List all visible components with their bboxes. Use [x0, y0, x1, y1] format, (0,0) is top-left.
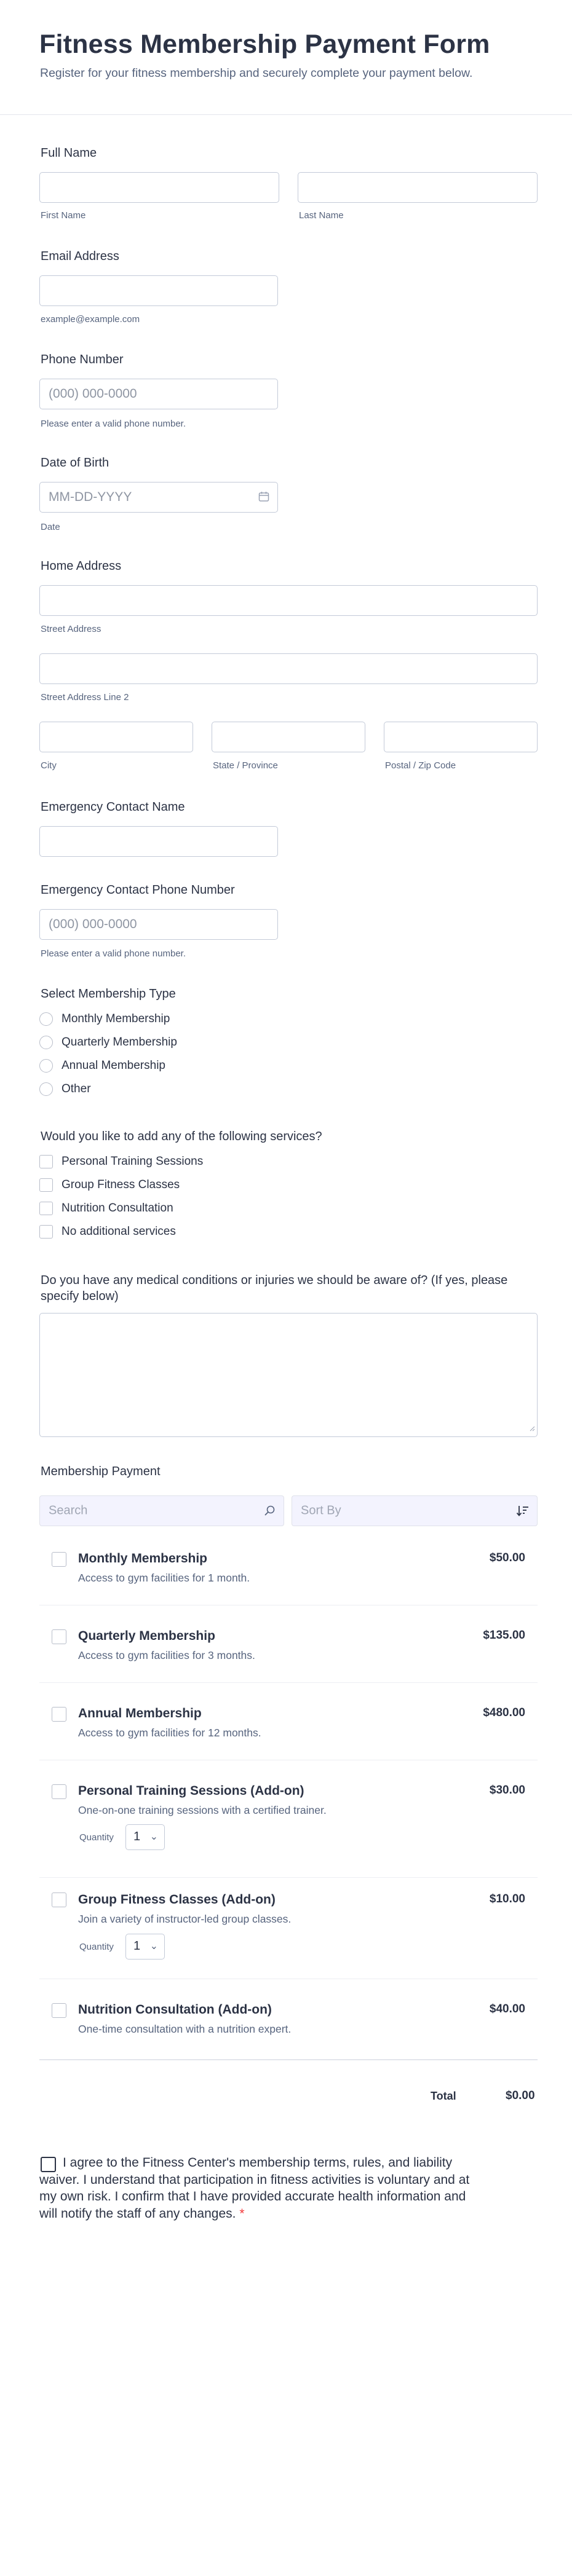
- radio-button[interactable]: [39, 1082, 53, 1096]
- medical-label: Do you have any medical conditions or injuries we should be aware of? (If yes, please specify below): [41, 1274, 508, 1303]
- city-input[interactable]: [39, 722, 193, 752]
- checkbox[interactable]: [39, 1155, 53, 1168]
- product-name: Monthly Membership: [78, 1551, 208, 1566]
- services-label: Would you like to add any of the following services?: [41, 1130, 322, 1143]
- search-placeholder: Search: [49, 1503, 88, 1518]
- membership-type-label: Select Membership Type: [41, 987, 176, 1001]
- checkbox-label: Personal Training Sessions: [62, 1155, 204, 1168]
- product-price: $30.00: [489, 1784, 525, 1797]
- dob-label: Date of Birth: [41, 456, 109, 470]
- product-description: One-on-one training sessions with a certified trainer.: [78, 1804, 327, 1816]
- dob-input[interactable]: [39, 482, 278, 513]
- zip-sublabel: Postal / Zip Code: [385, 760, 456, 771]
- first-name-sublabel: First Name: [41, 210, 86, 221]
- product-name: Quarterly Membership: [78, 1629, 215, 1643]
- quantity-select[interactable]: [125, 1824, 165, 1850]
- total-divider: [39, 2059, 538, 2060]
- product-checkbox[interactable]: [52, 1629, 66, 1644]
- product-item-annual[interactable]: [39, 1692, 538, 1759]
- quantity-label: Quantity: [79, 1942, 114, 1952]
- emergency-phone-input[interactable]: [39, 909, 278, 940]
- emergency-phone-placeholder: (000) 000-0000: [49, 917, 137, 931]
- radio-button[interactable]: [39, 1012, 53, 1026]
- product-item-monthly[interactable]: [39, 1537, 538, 1604]
- radio-label: Quarterly Membership: [62, 1036, 177, 1049]
- city-sublabel: City: [41, 760, 57, 771]
- product-item-nutrition[interactable]: [39, 1988, 538, 2055]
- product-item-group-fitness[interactable]: [39, 1886, 538, 1994]
- product-description: Access to gym facilities for 3 months.: [78, 1649, 255, 1661]
- checkbox-label: No additional services: [62, 1225, 176, 1238]
- radio-label: Annual Membership: [62, 1059, 165, 1072]
- required-mark: *: [239, 2206, 245, 2221]
- product-checkbox[interactable]: [52, 1707, 66, 1722]
- product-checkbox[interactable]: [52, 2003, 66, 2018]
- product-description: Access to gym facilities for 12 months.: [78, 1727, 261, 1739]
- phone-label: Phone Number: [41, 353, 124, 366]
- phone-placeholder: (000) 000-0000: [49, 387, 137, 401]
- search-icon[interactable]: [264, 1505, 276, 1520]
- agreement-text: I agree to the Fitness Center's membership terms, rules, and liability waiver. I understand that participation in fitness activities is voluntary and at my own risk. I confirm that I have provided accurate health information and will notify the staff of any changes.: [39, 2156, 470, 2221]
- product-item-quarterly[interactable]: [39, 1614, 538, 1682]
- product-description: One-time consultation with a nutrition expert.: [78, 2023, 292, 2035]
- street-address-input[interactable]: [39, 585, 538, 616]
- form-title: Fitness Membership Payment Form: [39, 30, 490, 59]
- street-address-2-sublabel: Street Address Line 2: [41, 692, 129, 703]
- phone-input[interactable]: [39, 379, 278, 409]
- first-name-input[interactable]: [39, 172, 279, 203]
- address-label: Home Address: [41, 559, 122, 573]
- product-name: Annual Membership: [78, 1706, 202, 1720]
- checkbox-label: Group Fitness Classes: [62, 1178, 180, 1191]
- quantity-value: 1: [133, 1939, 141, 1953]
- resize-handle-icon[interactable]: [529, 1424, 535, 1435]
- product-price: $40.00: [489, 2003, 525, 2015]
- medical-textarea[interactable]: [39, 1313, 538, 1437]
- product-price: $50.00: [489, 1551, 525, 1564]
- radio-label: Monthly Membership: [62, 1012, 170, 1025]
- product-name: Nutrition Consultation (Add-on): [78, 2003, 272, 2017]
- chevron-down-icon: ⌄: [149, 1832, 158, 1842]
- street-address-sublabel: Street Address: [41, 624, 101, 634]
- product-price: $10.00: [489, 1893, 525, 1905]
- product-checkbox[interactable]: [52, 1552, 66, 1567]
- checkbox-label: Nutrition Consultation: [62, 1202, 173, 1215]
- total-label: Total: [431, 2090, 456, 2102]
- email-input[interactable]: [39, 275, 278, 306]
- agreement-label: [39, 2154, 482, 2222]
- email-sublabel: example@example.com: [41, 314, 140, 325]
- header-divider: [0, 114, 572, 115]
- emergency-phone-label: Emergency Contact Phone Number: [41, 883, 235, 897]
- phone-sublabel: Please enter a valid phone number.: [41, 419, 186, 429]
- product-item-personal-training[interactable]: [39, 1769, 538, 1877]
- checkbox[interactable]: [39, 1202, 53, 1215]
- emergency-name-input[interactable]: [39, 826, 278, 857]
- dob-placeholder: MM-DD-YYYY: [49, 490, 132, 504]
- product-divider: [39, 1877, 538, 1878]
- sort-icon[interactable]: [516, 1504, 530, 1521]
- quantity-label: Quantity: [79, 1832, 114, 1843]
- form-subtitle: Register for your fitness membership and securely complete your payment below.: [40, 66, 473, 80]
- quantity-value: 1: [133, 1830, 141, 1843]
- sort-by-select[interactable]: [292, 1495, 538, 1526]
- emergency-name-label: Emergency Contact Name: [41, 800, 185, 814]
- radio-button[interactable]: [39, 1036, 53, 1049]
- emergency-phone-sublabel: Please enter a valid phone number.: [41, 948, 186, 959]
- total-value: $0.00: [506, 2089, 535, 2102]
- product-price: $480.00: [483, 1706, 525, 1719]
- product-checkbox[interactable]: [52, 1784, 66, 1799]
- last-name-sublabel: Last Name: [299, 210, 344, 221]
- full-name-label: Full Name: [41, 146, 97, 160]
- product-checkbox[interactable]: [52, 1893, 66, 1907]
- checkbox[interactable]: [39, 1225, 53, 1239]
- calendar-icon[interactable]: [258, 490, 270, 506]
- state-input[interactable]: [212, 722, 365, 752]
- product-search-input[interactable]: [39, 1495, 284, 1526]
- payment-label: Membership Payment: [41, 1465, 161, 1478]
- checkbox[interactable]: [39, 1178, 53, 1192]
- product-description: Join a variety of instructor-led group classes.: [78, 1913, 292, 1925]
- dob-sublabel: Date: [41, 522, 60, 532]
- last-name-input[interactable]: [298, 172, 538, 203]
- product-price: $135.00: [483, 1629, 525, 1642]
- sort-placeholder: Sort By: [301, 1503, 341, 1518]
- product-description: Access to gym facilities for 1 month.: [78, 1572, 250, 1584]
- radio-button[interactable]: [39, 1059, 53, 1073]
- quantity-select[interactable]: [125, 1934, 165, 1960]
- product-name: Personal Training Sessions (Add-on): [78, 1784, 304, 1798]
- email-label: Email Address: [41, 250, 119, 263]
- street-address-2-input[interactable]: [39, 653, 538, 684]
- chevron-down-icon: ⌄: [149, 1941, 158, 1952]
- zip-input[interactable]: [384, 722, 538, 752]
- product-name: Group Fitness Classes (Add-on): [78, 1893, 276, 1907]
- state-sublabel: State / Province: [213, 760, 278, 771]
- product-divider: [39, 1682, 538, 1683]
- radio-label: Other: [62, 1082, 91, 1095]
